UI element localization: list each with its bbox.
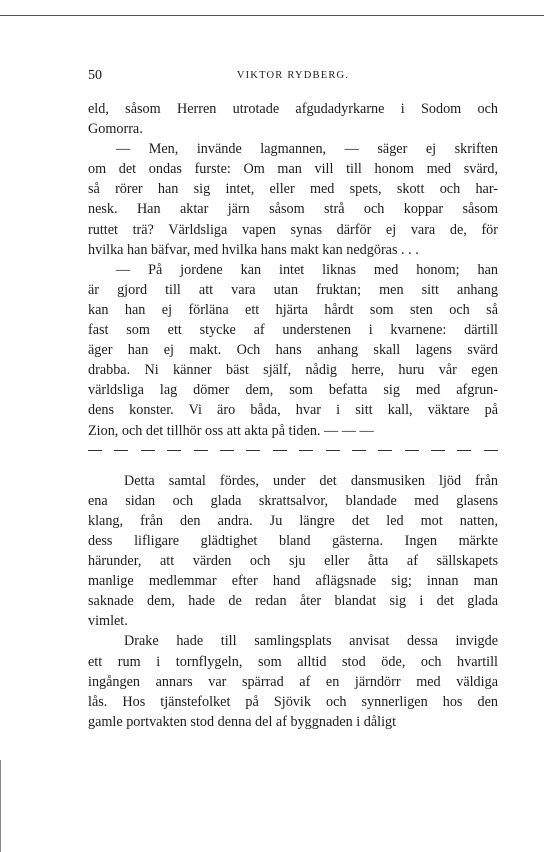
separator-dash [299,450,313,451]
separator-dash [326,450,340,451]
text-line: så rörer han sig intet, eller med spets, skott och har- [88,181,498,198]
text-line: eld, såsom Herren utrotade afgudadyrkarne i Sodom och [88,101,498,117]
paragraph-p4 [88,471,498,632]
separator-dash [167,450,181,451]
page-header [88,68,498,84]
text-line: ena sidan och glada skrattsalvor, blandade med glasens [88,492,498,509]
text-line: gamle portvakten stod denna del af byggnaden i dåligt [88,713,397,730]
page-number: 50 [88,68,102,83]
page-edge-mark [0,760,1,852]
text-line: ruttet trä? Världsliga vapen synas därför ej vara de, för [88,221,498,238]
separator-dash [220,450,234,451]
separator-dash [114,450,128,451]
text-line: härunder, att värden och sju eller åtta af sällskapets [88,553,498,570]
paragraph-p2 [88,139,498,260]
separator-dash [352,450,366,451]
text-line: Drake hade till samlingsplats anvisat dessa invigde [124,633,498,650]
text-line: Zion, och det tillhör oss att akta på tiden. — — — [88,422,374,439]
separator-dash [88,450,102,451]
text-line: klang, från den andra. Ju längre det led mot natten, [88,512,498,529]
separator-dash [141,450,155,451]
text-line: ingången annars var spärrad af en järndörr med väldiga [88,673,498,690]
text-line: världsliga lag dömer dem, som befatta sig med afgrun- [88,382,498,399]
text-line: äger han ej makt. Och hans anhang skall lagens svärd [88,342,498,359]
separator-dash [378,450,392,451]
text-line: kan han ej förläna ett hjärta hårdt som sten och så [88,301,498,318]
text-line: manlige medlemmar efter hand aflägsnade sig; innan man [88,573,498,590]
paragraph-p1 [88,99,498,139]
text-line: dens konster. Vi äro båda, hvar i sitt kall, väktare på [88,402,498,419]
text-line: hvilka han bäfvar, med hvilka hans makt kan nedgöras . . . [88,241,419,258]
paragraph-p3 [88,260,498,441]
text-line: drabba. Ni känner bäst själf, nådig herre, huru vår egen [88,362,498,379]
text-line: ett rum i tornflygeln, som alltid stod öde, och hvartill [88,653,498,670]
paragraph-p5 [88,631,498,731]
top-rule [0,15,544,16]
text-line: om det ondas furste: Om man vill till honom med svärd, [88,161,498,178]
text-line: nesk. Han aktar järn såsom strå och koppar såsom [88,201,498,218]
text-line: vimlet. [88,613,128,630]
text-line: — På jordene kan intet liknas med honom; han [116,261,498,278]
text-line: fast som ett stycke af understenen i kvarnene: därtill [88,322,498,339]
running-title: VIKTOR RYDBERG. [236,70,350,81]
body-text [88,99,498,732]
text-line: — Men, invände lagmannen, — säger ej skriften [116,141,498,158]
section-gap [88,461,498,471]
text-line: Detta samtal fördes, under det dansmusiken ljöd från [124,472,498,489]
text-line: Gomorra. [88,121,143,138]
separator-dash [405,450,419,451]
text-line: saknade dem, hade de redan åter blandat sig i det glada [88,593,498,610]
separator-dash [431,450,445,451]
text-line: är gjord till att vara utan fruktan; men sitt anhang [88,281,498,298]
separator-dash [246,450,260,451]
separator-dash [457,450,471,451]
separator-dash [484,450,498,451]
separator-dash [273,450,287,451]
text-line: lås. Hos tjänstefolket på Sjövik och synnerligen hos den [88,693,498,710]
separator-dash [194,450,208,451]
text-line: dess lifligare glädtighet bland gästerna. Ingen märkte [88,532,498,549]
section-separator [88,441,498,461]
